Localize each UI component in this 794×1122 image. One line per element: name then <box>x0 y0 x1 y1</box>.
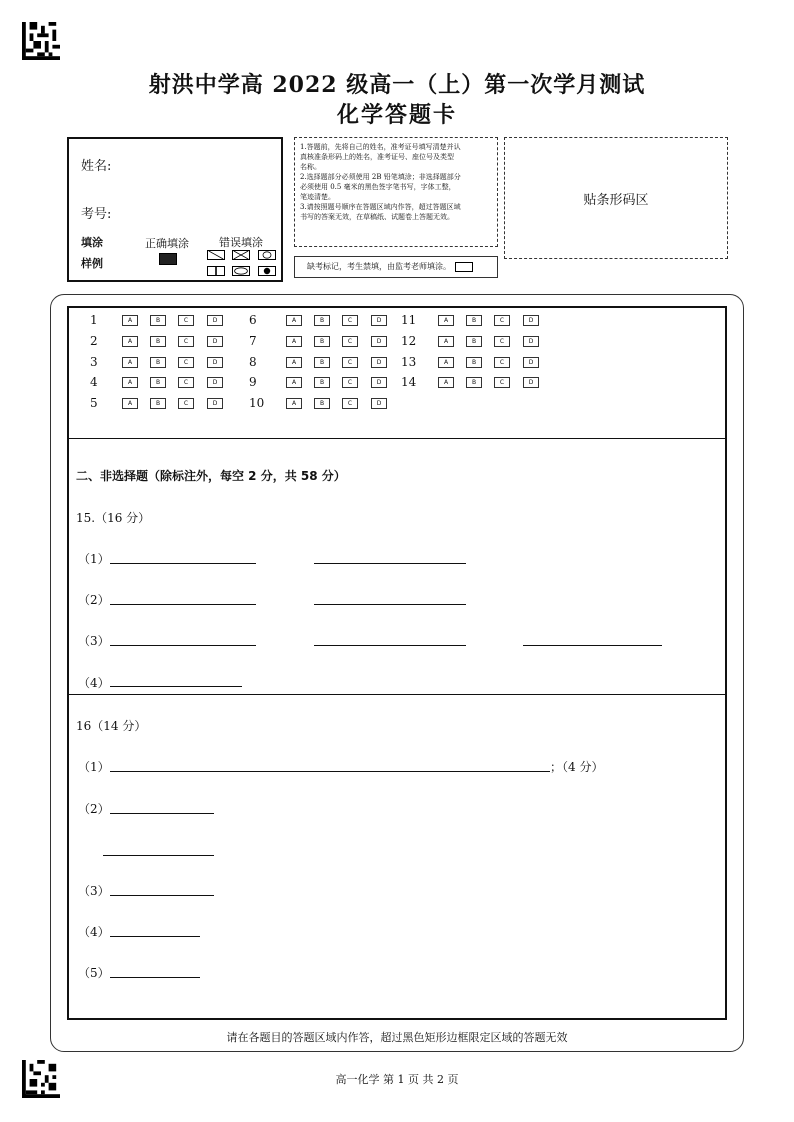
mc-option-d[interactable]: D <box>207 357 223 368</box>
mc-option-a[interactable]: A <box>286 315 302 326</box>
correct-fill-sample <box>159 253 177 265</box>
wrong-fill-bar <box>207 266 225 276</box>
mc-option-d[interactable]: D <box>523 315 539 326</box>
mc-option-a[interactable]: A <box>122 315 138 326</box>
q15-part1-blank-2[interactable] <box>314 563 466 564</box>
mc-option-b[interactable]: B <box>314 315 330 326</box>
wrong-fill-label: 错误填涂 <box>219 236 263 249</box>
instruction-line: 笔迹清楚。 <box>300 193 335 201</box>
mc-option-c[interactable]: C <box>178 357 194 368</box>
qr-code-top <box>22 22 60 60</box>
mc-option-b[interactable]: B <box>150 357 166 368</box>
mc-question-number: 4 <box>90 375 98 389</box>
q16-part5-blank[interactable] <box>110 977 200 978</box>
instruction-line: 书写的答案无效，在草稿纸、试题卷上答题无效。 <box>300 213 454 221</box>
q15-part3-blank-2[interactable] <box>314 645 466 646</box>
q16-header: 16（14 分） <box>76 719 147 733</box>
mc-question-number: 12 <box>401 334 417 348</box>
mc-option-b[interactable]: B <box>466 315 482 326</box>
q15-part2-blank-2[interactable] <box>314 604 466 605</box>
q16-part4-blank[interactable] <box>110 936 200 937</box>
mc-option-d[interactable]: D <box>371 377 387 388</box>
instruction-line: 3.请按照题号顺序在答题区域内作答，超过答题区域 <box>300 203 461 211</box>
mc-option-a[interactable]: A <box>286 398 302 409</box>
mc-option-d[interactable]: D <box>371 336 387 347</box>
absent-mark-box[interactable] <box>455 262 473 272</box>
q16-part4-label: （4） <box>78 925 110 939</box>
q15-part4-label: （4） <box>78 676 110 690</box>
mc-option-c[interactable]: C <box>342 315 358 326</box>
mc-question-number: 11 <box>401 313 417 327</box>
mc-question-number: 9 <box>249 375 257 389</box>
mc-question-number: 1 <box>90 313 98 327</box>
mc-option-c[interactable]: C <box>178 398 194 409</box>
mc-option-b[interactable]: B <box>150 315 166 326</box>
q16-part1-score: ；（4 分） <box>550 760 604 774</box>
mc-option-a[interactable]: A <box>122 357 138 368</box>
mc-option-a[interactable]: A <box>438 357 454 368</box>
q16-part3-blank[interactable] <box>110 895 214 896</box>
mc-option-b[interactable]: B <box>150 336 166 347</box>
mc-option-a[interactable]: A <box>438 336 454 347</box>
section2-title: 二、非选择题（除标注外，每空 2 分，共 58 分） <box>76 469 346 483</box>
mc-option-c[interactable]: C <box>494 336 510 347</box>
mc-option-d[interactable]: D <box>523 377 539 388</box>
mc-option-c[interactable]: C <box>342 377 358 388</box>
mc-option-b[interactable]: B <box>314 336 330 347</box>
mc-option-c[interactable]: C <box>342 336 358 347</box>
footer-note: 请在各题目的答题区域内作答，超过黑色矩形边框限定区域的答题无效 <box>226 1031 568 1044</box>
mc-option-b[interactable]: B <box>466 377 482 388</box>
mc-option-c[interactable]: C <box>342 398 358 409</box>
wrong-fill-cross <box>232 250 250 260</box>
q16-part2-blank-2[interactable] <box>103 855 214 856</box>
name-label: 姓名: <box>81 159 112 174</box>
instructions-box <box>294 137 498 247</box>
page-info: 高一化学 第 1 页 共 2 页 <box>335 1073 459 1086</box>
exam-title: 射洪中学高 2022 级高一（上）第一次学月测试 <box>148 72 646 98</box>
mc-option-b[interactable]: B <box>150 377 166 388</box>
q15-part2-blank-1[interactable] <box>110 604 256 605</box>
mc-question-number: 8 <box>249 355 257 369</box>
mc-option-c[interactable]: C <box>178 315 194 326</box>
instruction-line: 名称。 <box>300 163 321 171</box>
barcode-label: 贴条形码区 <box>583 192 649 208</box>
absent-mark-row <box>294 256 498 278</box>
q16-part1-blank[interactable] <box>110 771 550 772</box>
wrong-fill-dot <box>258 266 276 276</box>
wrong-fill-slash <box>207 250 225 260</box>
instruction-line: 真核准条形码上的姓名，准考证号、座位号及类型 <box>300 153 454 161</box>
q15-part4-blank-1[interactable] <box>110 686 242 687</box>
mc-question-number: 7 <box>249 334 257 348</box>
divider-q16 <box>67 694 727 695</box>
mc-option-d[interactable]: D <box>207 315 223 326</box>
mc-option-c[interactable]: C <box>494 377 510 388</box>
mc-option-d[interactable]: D <box>371 398 387 409</box>
mc-question-number: 5 <box>90 396 98 410</box>
mc-option-c[interactable]: C <box>178 377 194 388</box>
answer-area-inner-frame <box>67 306 727 1020</box>
q16-part3-label: （3） <box>78 884 110 898</box>
mc-option-b[interactable]: B <box>150 398 166 409</box>
mc-option-c[interactable]: C <box>178 336 194 347</box>
mc-option-a[interactable]: A <box>286 357 302 368</box>
mc-option-a[interactable]: A <box>438 377 454 388</box>
mc-question-number: 13 <box>401 355 417 369</box>
q16-part2-label: （2） <box>78 802 110 816</box>
q16-part1-label: （1） <box>78 760 110 774</box>
mc-option-a[interactable]: A <box>286 377 302 388</box>
mc-option-b[interactable]: B <box>314 357 330 368</box>
mc-option-b[interactable]: B <box>314 377 330 388</box>
divider-mc <box>67 438 727 439</box>
exam-subtitle: 化学答题卡 <box>336 102 457 128</box>
mc-option-a[interactable]: A <box>286 336 302 347</box>
q15-part2-label: （2） <box>78 593 110 607</box>
wrong-fill-ellipse <box>232 266 250 276</box>
mc-option-d[interactable]: D <box>207 398 223 409</box>
mc-option-b[interactable]: B <box>466 336 482 347</box>
absent-mark-text: 缺考标记，考生禁填，由监考老师填涂。 <box>307 262 451 271</box>
mc-question-number: 10 <box>249 396 265 410</box>
mc-option-c[interactable]: C <box>494 315 510 326</box>
wrong-fill-circle <box>258 250 276 260</box>
instruction-line: 必须使用 0.5 毫米的黑色签字笔书写，字体工整， <box>300 183 456 191</box>
mc-option-b[interactable]: B <box>466 357 482 368</box>
mc-option-c[interactable]: C <box>494 357 510 368</box>
correct-fill-label: 正确填涂 <box>145 237 189 250</box>
student-info-box <box>67 137 283 282</box>
instruction-line: 2.选择题部分必须使用 2B 铅笔填涂；非选择题部分 <box>300 173 461 181</box>
q15-part3-blank-3[interactable] <box>523 645 662 646</box>
mc-question-number: 14 <box>401 375 417 389</box>
id-label: 考号: <box>81 207 112 222</box>
barcode-area <box>504 137 728 259</box>
mc-option-a[interactable]: A <box>438 315 454 326</box>
mc-option-c[interactable]: C <box>342 357 358 368</box>
q15-part3-blank-1[interactable] <box>110 645 256 646</box>
mc-option-a[interactable]: A <box>122 398 138 409</box>
q16-part5-label: （5） <box>78 966 110 980</box>
mc-option-a[interactable]: A <box>122 377 138 388</box>
q15-part3-label: （3） <box>78 634 110 648</box>
mc-question-number: 2 <box>90 334 98 348</box>
sample-label-1: 填涂 <box>81 236 103 249</box>
instruction-line: 1.答题前，先将自己的姓名，准考证号填写清楚并认 <box>300 143 461 151</box>
mc-question-number: 3 <box>90 355 98 369</box>
mc-option-d[interactable]: D <box>371 315 387 326</box>
mc-option-b[interactable]: B <box>314 398 330 409</box>
mc-option-a[interactable]: A <box>122 336 138 347</box>
mc-option-d[interactable]: D <box>207 336 223 347</box>
mc-option-d[interactable]: D <box>371 357 387 368</box>
q15-header: 15.（16 分） <box>76 511 151 525</box>
mc-option-d[interactable]: D <box>523 357 539 368</box>
q15-part1-blank-1[interactable] <box>110 563 256 564</box>
q15-part1-label: （1） <box>78 552 110 566</box>
q16-part2-blank-1[interactable] <box>110 813 214 814</box>
sample-label-2: 样例 <box>81 257 103 270</box>
mc-option-d[interactable]: D <box>523 336 539 347</box>
mc-question-number: 6 <box>249 313 257 327</box>
mc-option-d[interactable]: D <box>207 377 223 388</box>
